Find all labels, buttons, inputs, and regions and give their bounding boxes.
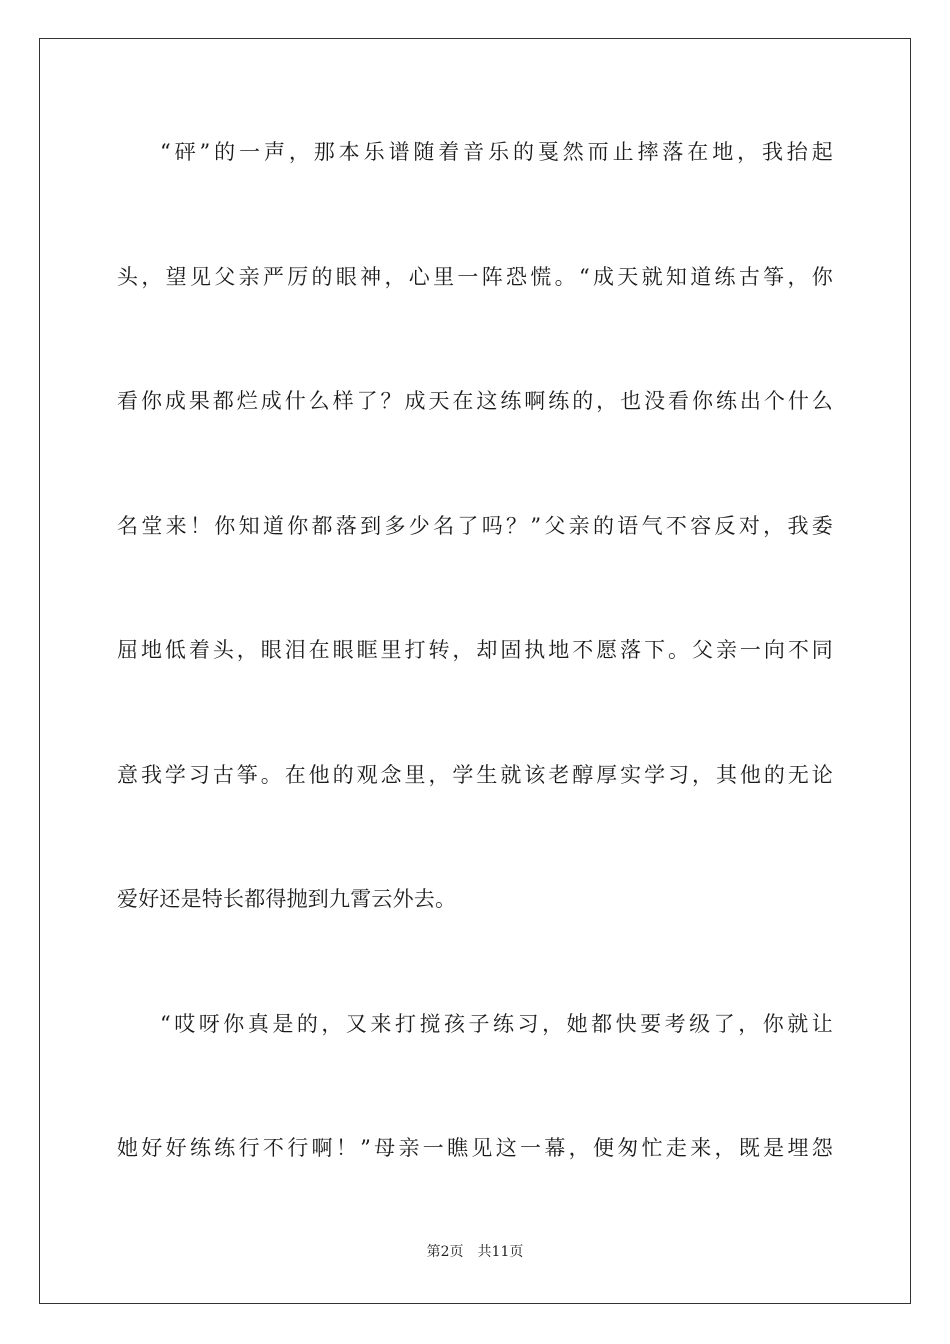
paragraph-1-line-6: 意我学习古筝。在他的观念里，学生就该老醇厚实学习，其他的无论 — [117, 763, 833, 787]
page-number: 第2页 — [426, 1244, 464, 1260]
paragraph-2-line-2: 她好好练练行不行啊！”母亲一瞧见这一幕，便匆忙走来，既是埋怨 — [117, 1136, 833, 1160]
page-total: 共11页 — [477, 1244, 524, 1260]
paragraph-1-line-7: 爱好还是特长都得抛到九霄云外去。 — [117, 887, 457, 911]
paragraph-2-line-1: “哎呀你真是的，又来打搅孩子练习，她都快要考级了，你就让 — [160, 1012, 833, 1036]
page-border — [39, 38, 911, 1304]
paragraph-1-line-2: 头，望见父亲严厉的眼神，心里一阵恐慌。“成天就知道练古筝，你 — [117, 265, 833, 289]
paragraph-1-line-1: “砰”的一声，那本乐谱随着音乐的戛然而止摔落在地，我抬起 — [160, 140, 833, 164]
paragraph-1-line-4: 名堂来！你知道你都落到多少名了吗？”父亲的语气不容反对，我委 — [117, 514, 833, 538]
page-footer — [0, 1243, 950, 1261]
paragraph-1-line-5: 屈地低着头，眼泪在眼眶里打转，却固执地不愿落下。父亲一向不同 — [117, 638, 833, 662]
paragraph-1-line-3: 看你成果都烂成什么样了？成天在这练啊练的，也没看你练出个什么 — [117, 389, 833, 413]
